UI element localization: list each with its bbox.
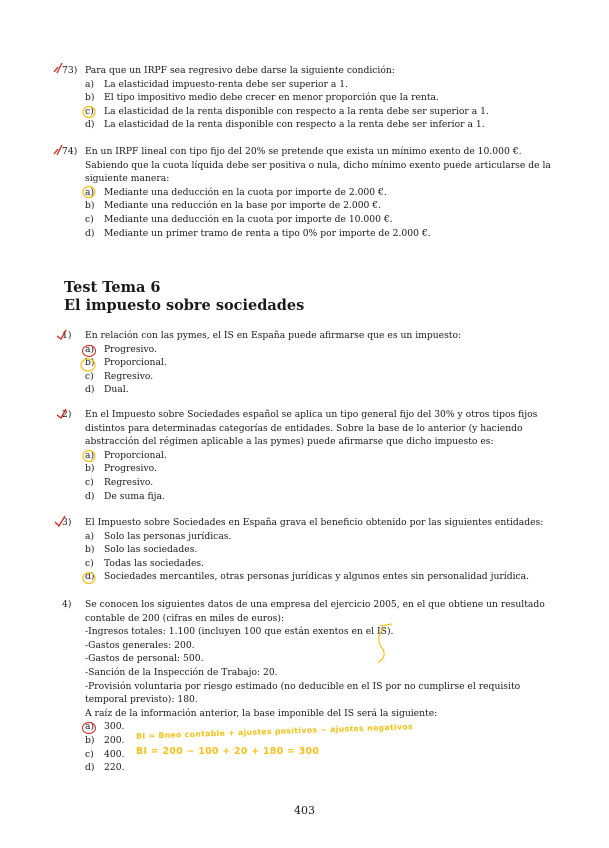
question-1	[62, 329, 552, 397]
page-number: 403	[294, 804, 315, 817]
option-a: a) Proporcional.	[85, 449, 167, 461]
data-line: -Gastos generales: 200.	[85, 639, 195, 651]
data-line: A raíz de la información anterior, la base imponible del IS será la siguiente:	[85, 707, 438, 719]
section-heading-line2: El impuesto sobre sociedades	[64, 297, 305, 314]
question-text: En un IRPF lineal con tipo fijo del 20% se pretende que exista un mínimo exento de 10.000 €. Sabiendo que la cuota líquida debe ser positiva o nula, dicho mínimo exento puede articularse de la siguiente manera:	[85, 146, 551, 185]
data-line: -Ingresos totales: 1.100 (incluyen 100 que están exentos en el IS).	[85, 626, 394, 638]
option-a: a) Solo las personas jurídicas.	[85, 530, 232, 542]
option-c: c) Mediante una deducción en la cuota por importe de 10.000 €.	[85, 213, 393, 225]
option-b: b) Mediante una reducción en la base por importe de 2.000 €.	[85, 200, 382, 212]
question-text: Para que un IRPF sea regresivo debe darse la siguiente condición:	[85, 65, 395, 76]
question-text: En relación con las pymes, el IS en España puede afirmarse que es un impuesto:	[85, 330, 462, 341]
option-b: b) Proporcional.	[85, 357, 167, 369]
option-c: c) Regresivo.	[85, 370, 154, 382]
option-b: b) 200.	[85, 734, 125, 746]
option-a: a) Progresivo.	[85, 343, 157, 355]
red-check-mark-73	[54, 63, 62, 73]
question-2	[62, 408, 552, 503]
handwritten-note-formula: BI = Bneo contable + ajustes positivos − ajustes negativos	[135, 722, 414, 741]
option-a: a) 300.	[85, 721, 125, 733]
option-d: d) Sociedades mercantiles, otras personas jurídicas y algunos entes sin personalidad jurídica.	[85, 571, 530, 583]
option-a: a) La elasticidad impuesto-renta debe ser superior a 1.	[85, 78, 349, 90]
data-line: -Gastos de personal: 500.	[85, 653, 204, 665]
option-b: b) Progresivo.	[85, 463, 157, 475]
red-check-mark-74	[54, 145, 62, 155]
option-d: d) Dual.	[85, 384, 129, 396]
question-73	[62, 64, 552, 132]
question-number: 74)	[62, 146, 78, 157]
option-c: c) Regresivo.	[85, 476, 154, 488]
option-d: d) La elasticidad de la renta disponible con respecto a la renta debe ser inferior a 1.	[85, 119, 485, 131]
option-c: c) Todas las sociedades.	[85, 557, 205, 569]
question-number: 73)	[62, 65, 78, 76]
question-number: 3)	[62, 517, 72, 528]
option-a: a) Mediante una deducción en la cuota por importe de 2.000 €.	[85, 186, 387, 198]
question-3	[62, 516, 552, 584]
option-b: b) El tipo impositivo medio debe crecer en menor proporción que la renta.	[85, 92, 439, 104]
option-d: d) Mediante un primer tramo de renta a tipo 0% por importe de 2.000 €.	[85, 227, 431, 239]
option-d: d) De suma fija.	[85, 490, 165, 502]
handwritten-note-calculation: BI = 200 − 100 + 20 + 180 = 300	[136, 746, 320, 757]
data-line: -Provisión voluntaria por riesgo estimado (no deducible en el IS por no cumplirse el requisito temporal previsto): 180.	[85, 680, 521, 706]
question-number: 4)	[62, 599, 72, 610]
option-d: d) 220.	[85, 762, 125, 774]
section-heading-line1: Test Tema 6	[64, 279, 161, 296]
option-c: c) 400.	[85, 748, 125, 760]
option-b: b) Solo las sociedades.	[85, 544, 198, 556]
question-74	[62, 145, 552, 240]
question-text: Se conocen los siguientes datos de una empresa del ejercicio 2005, en el que obtiene un resultado contable de 200 (cifras en miles de euros):	[85, 599, 545, 624]
question-text: El Impuesto sobre Sociedades en España grava el beneficio obtenido por las siguientes entidades:	[85, 517, 544, 528]
question-number: 2)	[62, 409, 72, 420]
data-line: -Sanción de la Inspección de Trabajo: 20.	[85, 666, 278, 678]
question-text: En el Impuesto sobre Sociedades español se aplica un tipo general fijo del 30% y otros tipos fijos distintos para determinadas categorías de entidades. Sobre la base de lo anterior (y haciendo abstracción del régimen aplicable a las pymes) puede afirmarse que dicho impuesto es:	[85, 409, 538, 448]
option-c: c) La elasticidad de la renta disponible con respecto a la renta debe ser superior a 1.	[85, 105, 489, 117]
question-number: 1)	[62, 330, 72, 341]
